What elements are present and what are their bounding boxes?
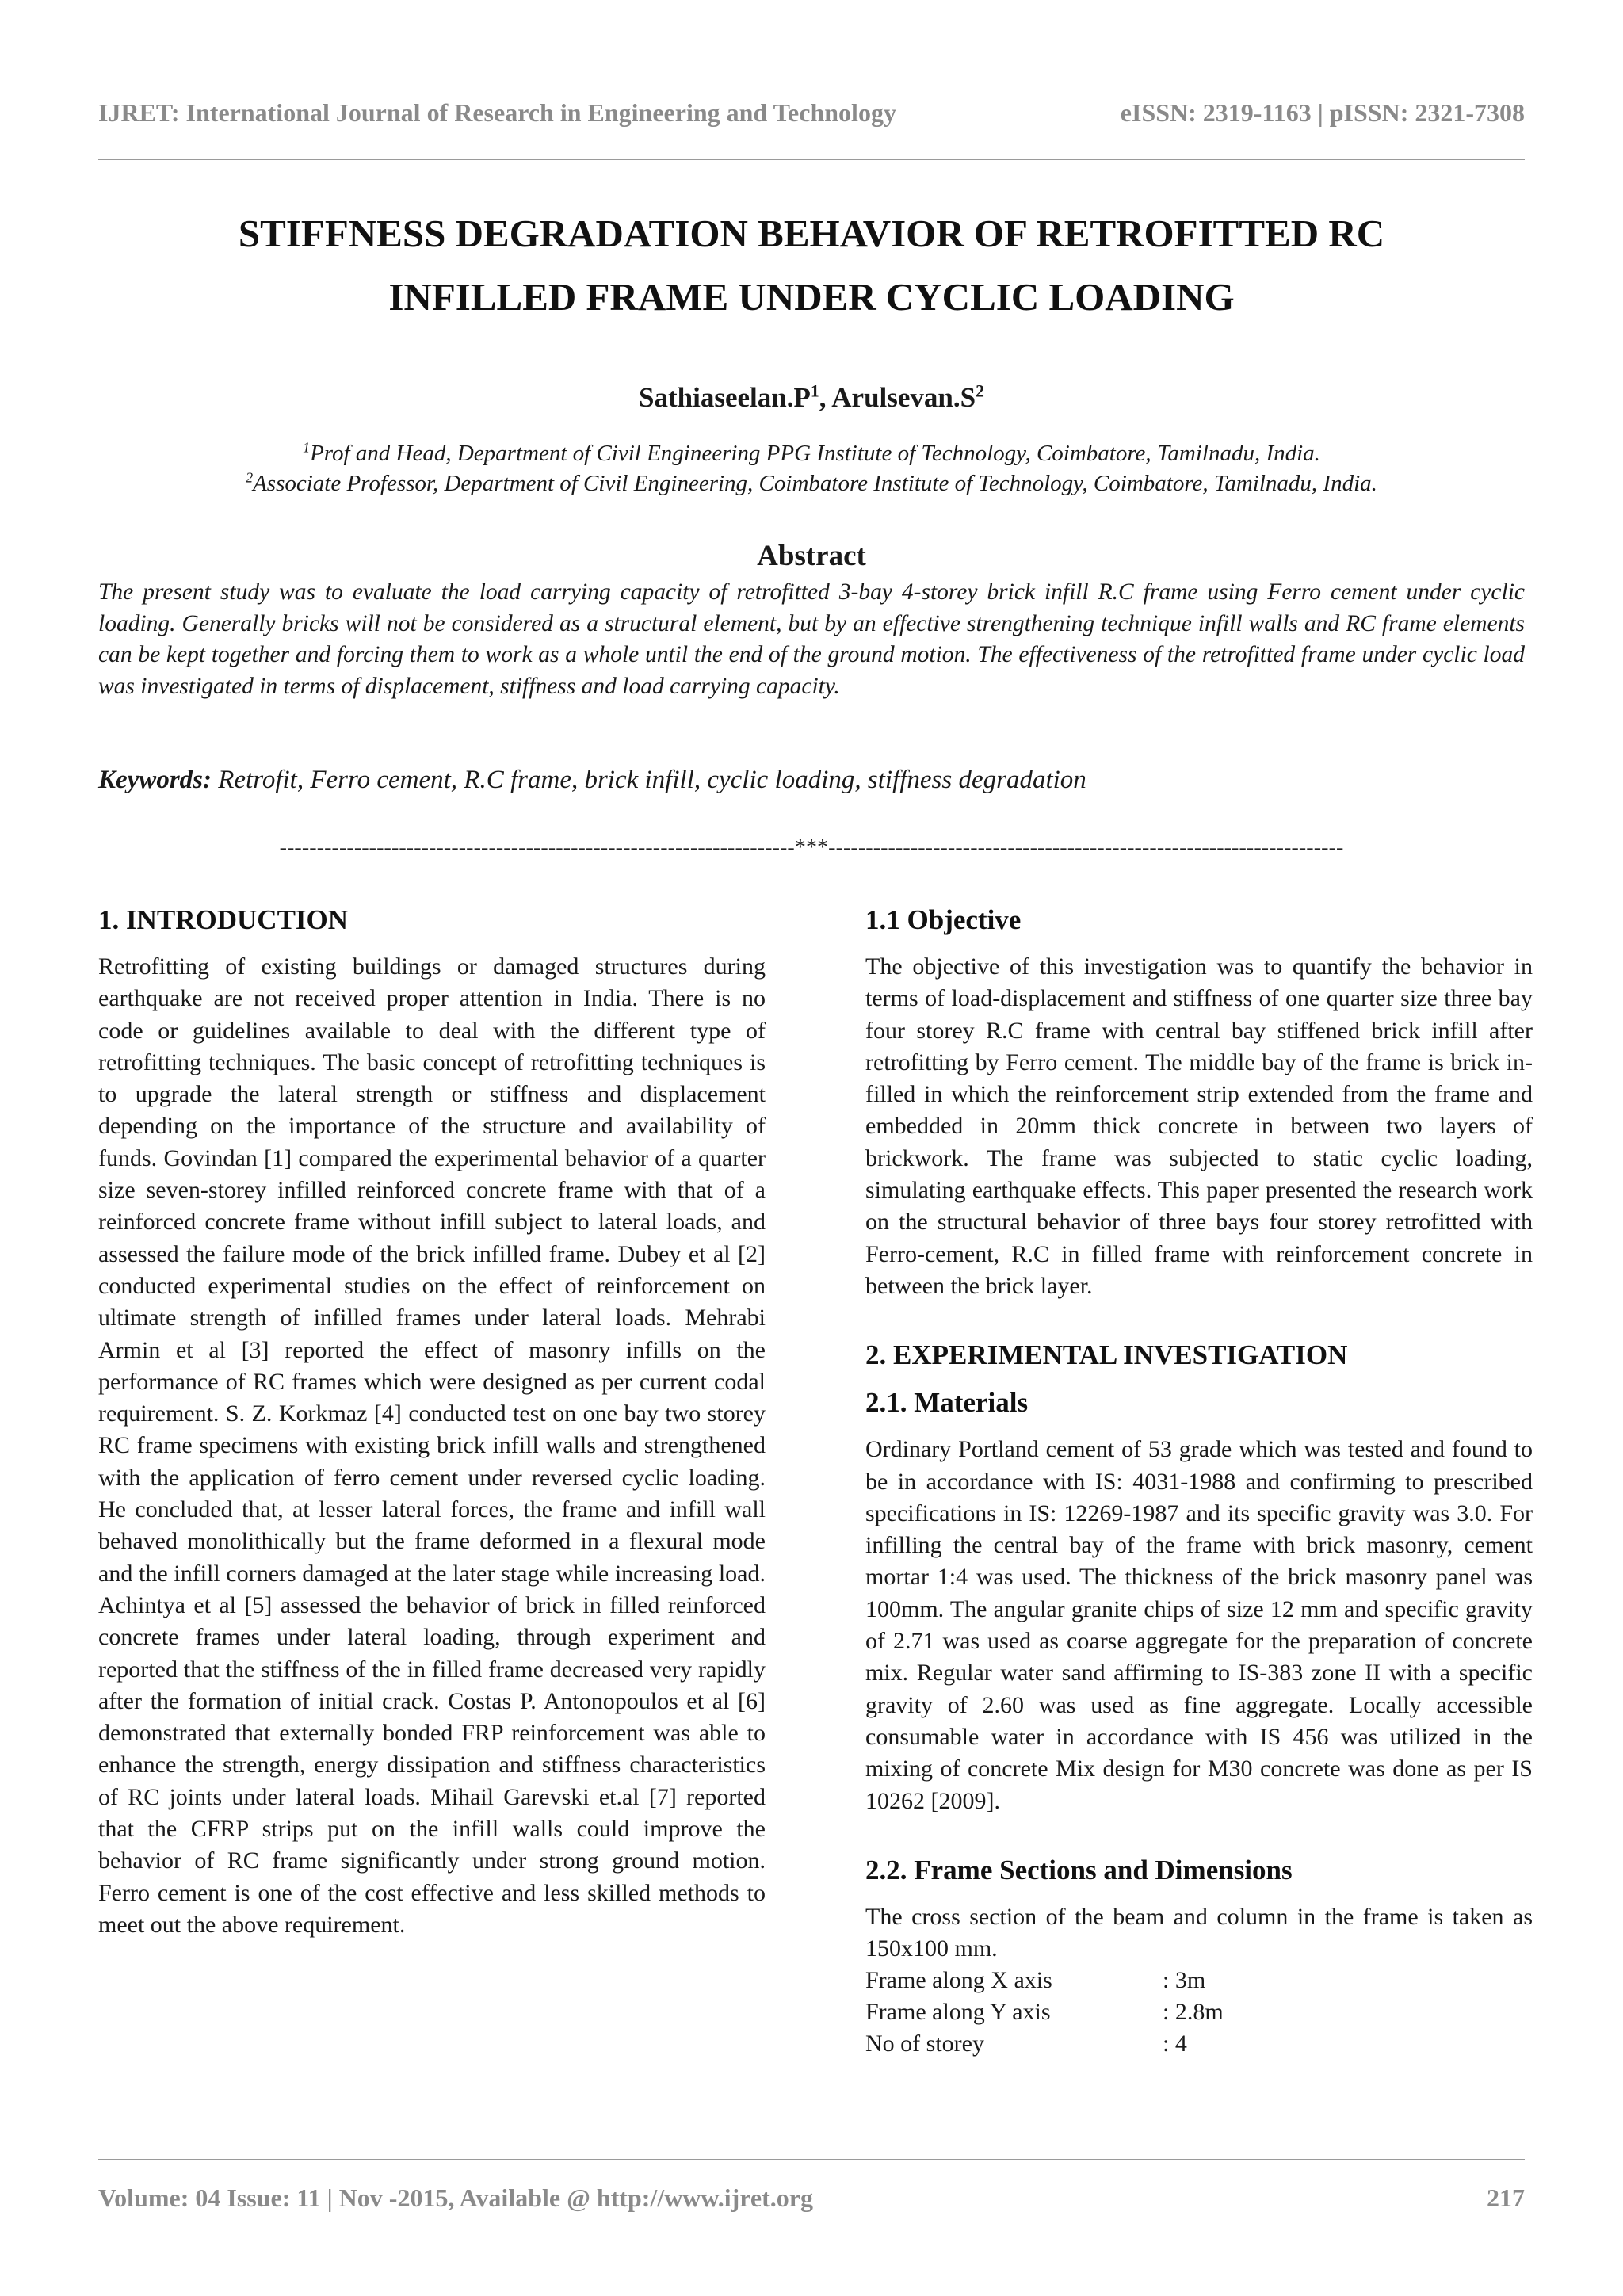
spec-label: No of storey <box>865 2030 984 2057</box>
author-list <box>98 382 1525 414</box>
materials-text: Ordinary Portland cement of 53 grade which was tested and found to be in accordance with IS: 4031-1988 and confirming to prescribed specifications in IS: 12269-1987 and its specific gravity was 3.0. For infilling the central bay of the frame with brick masonry, cement mortar 1:4 was used. The thickness of the brick masonry panel was 100mm. The angular granite chips of size 12 mm and specific gravity of 2.71 was used as coarse aggregate for the preparation of concrete mix. Regular water sand affirming to IS-383 zone II with a specific gravity of 2.60 was used as fine aggregate. Locally accessible consumable water in accordance with IS 456 was utilized in the mixing of concrete Mix design for M30 concrete was done as per IS 10262 [2009]. <box>865 1436 1533 1814</box>
spec-row <box>865 1996 1533 2028</box>
spec-label: Frame along X axis <box>865 1967 1052 1994</box>
intro-heading: 1. INTRODUCTION <box>98 904 349 935</box>
author-1-mark: 1 <box>810 381 819 401</box>
keywords <box>98 766 1525 795</box>
spec-row <box>865 2028 1533 2060</box>
footer-rule <box>98 2159 1525 2160</box>
running-footer <box>98 2183 1525 2213</box>
objective-text: The objective of this investigation was to quantify the behavior in terms of load-displacement and stiffness of one quarter size three bay four storey R.C frame with central bay stiffened brick infill after retrofitting by Ferro cement. The middle bay of the frame is brick in-filled in which the reinforcement strip extended from the frame and embedded in 20mm thick concrete in between two layers of brickwork. The frame was subjected to static cyclic loading, simulating earthquake effects. This paper presented the research work on the structural behavior of three bays four storey retrofitted with Ferro-cement, R.C in filled frame with reinforcement concrete in between the brick layer. <box>865 953 1533 1299</box>
left-column <box>98 904 766 1941</box>
frame-text: The cross section of the beam and column in the frame is taken as 150x100 mm. <box>865 1903 1533 1962</box>
page-number: 217 <box>1487 2183 1525 2212</box>
abstract-heading: Abstract <box>757 540 866 572</box>
title-line-1: STIFFNESS DEGRADATION BEHAVIOR OF RETROFITTED RC <box>238 212 1385 255</box>
spec-value: : 2.8m <box>1163 1999 1224 2026</box>
affiliation-2 <box>98 468 1525 499</box>
spec-value: : 3m <box>1163 1967 1206 1994</box>
right-column <box>865 904 1533 2060</box>
spec-row <box>865 1965 1533 1996</box>
keywords-label: Keywords: <box>98 766 212 794</box>
affiliation-2-text: Associate Professor, Department of Civil Engineering, Coimbatore Institute of Technology, Coimbatore, Tamilnadu, India. <box>253 471 1377 496</box>
frame-heading: 2.2. Frame Sections and Dimensions <box>865 1854 1293 1885</box>
affiliation-1-text: Prof and Head, Department of Civil Engineering PPG Institute of Technology, Coimbatore, Tamilnadu, India. <box>310 441 1320 466</box>
author-separator: , <box>819 382 832 413</box>
abstract-text: The present study was to evaluate the load carrying capacity of retrofitted 3-bay 4-storey brick infill R.C frame using Ferro cement under cyclic loading. Generally bricks will not be considered as a structural element, but by an effective strengthening technique infill walls and RC frame elements can be kept together and forcing them to work as a whole until the end of the ground motion. The effectiveness of the retrofitted frame under cyclic load was investigated in terms of displacement, stiffness and load carrying capacity. <box>98 579 1525 699</box>
paper-title <box>98 202 1525 329</box>
journal-name: IJRET: International Journal of Research in Engineering and Technology <box>98 98 896 127</box>
frame-spec-list <box>865 1965 1533 2060</box>
keywords-text: Retrofit, Ferro cement, R.C frame, brick infill, cyclic loading, stiffness degradation <box>212 766 1086 794</box>
experimental-heading: 2. EXPERIMENTAL INVESTIGATION <box>865 1339 1348 1371</box>
issn-info: eISSN: 2319-1163 | pISSN: 2321-7308 <box>1120 98 1525 127</box>
section-separator: ---------------------------------------------------------------------***--------------------------------------------------------------------- <box>279 835 1344 860</box>
affiliation-2-mark: 2 <box>246 469 254 486</box>
running-header <box>98 98 1525 128</box>
affiliation-1-mark: 1 <box>303 439 311 456</box>
author-1: Sathiaseelan.P <box>639 382 811 413</box>
objective-heading: 1.1 Objective <box>865 904 1022 935</box>
spec-value: : 4 <box>1163 2030 1187 2057</box>
spec-label: Frame along Y axis <box>865 1999 1051 2026</box>
author-2: Arulsevan.S <box>831 382 976 413</box>
materials-heading: 2.1. Materials <box>865 1387 1029 1419</box>
affiliation-1 <box>98 438 1525 468</box>
title-line-2: INFILLED FRAME UNDER CYCLIC LOADING <box>388 275 1235 319</box>
volume-info: Volume: 04 Issue: 11 | Nov -2015, Available @ http://www.ijret.org <box>98 2183 813 2212</box>
author-2-mark: 2 <box>976 381 984 401</box>
intro-text: Retrofitting of existing buildings or damaged structures during earthquake are not received proper attention in India. There is no code or guidelines available to deal with the different type of retrofitting techniques. The basic concept of retrofitting techniques is to upgrade the lateral strength or stiffness and displacement depending on the importance of the structure and availability of funds. Govindan [1] compared the experimental behavior of a quarter size seven-storey infilled reinforced concrete frame with that of a reinforced concrete frame without infill subject to lateral loads, and assessed the failure mode of the brick infilled frame. Dubey et al [2] conducted experimental studies on the effect of reinforcement on ultimate strength of infilled frames under lateral loads. Mehrabi Armin et al [3] reported the effect of masonry infills on the performance of RC frames which were designed as per current codal requirement. S. Z. Korkmaz [4] conducted test on one bay two storey RC frame specimens with existing brick infill walls and strengthened with the application of ferro cement under reversed cyclic loading. He concluded that, at lesser lateral forces, the frame and infill wall behaved monolithically but the frame deformed in a flexural mode and the infill corners damaged at the later stage while increasing load. Achintya et al [5] assessed the behavior of brick in filled reinforced concrete frames under lateral loading, through experiment and reported that the stiffness of the in filled frame decreased very rapidly after the formation of initial crack. Costas P. Antonopoulos et al [6] demonstrated that externally bonded FRP reinforcement was able to enhance the strength, energy dissipation and stiffness characteristics of RC joints under lateral loads. Mihail Garevski et.al [7] reported that the CFRP strips put on the infill walls could improve the behavior of RC frame significantly under strong ground motion. Ferro cement is one of the cost effective and less skilled methods to meet out the above requirement. <box>98 953 766 1938</box>
affiliations <box>98 438 1525 499</box>
header-rule <box>98 159 1525 160</box>
